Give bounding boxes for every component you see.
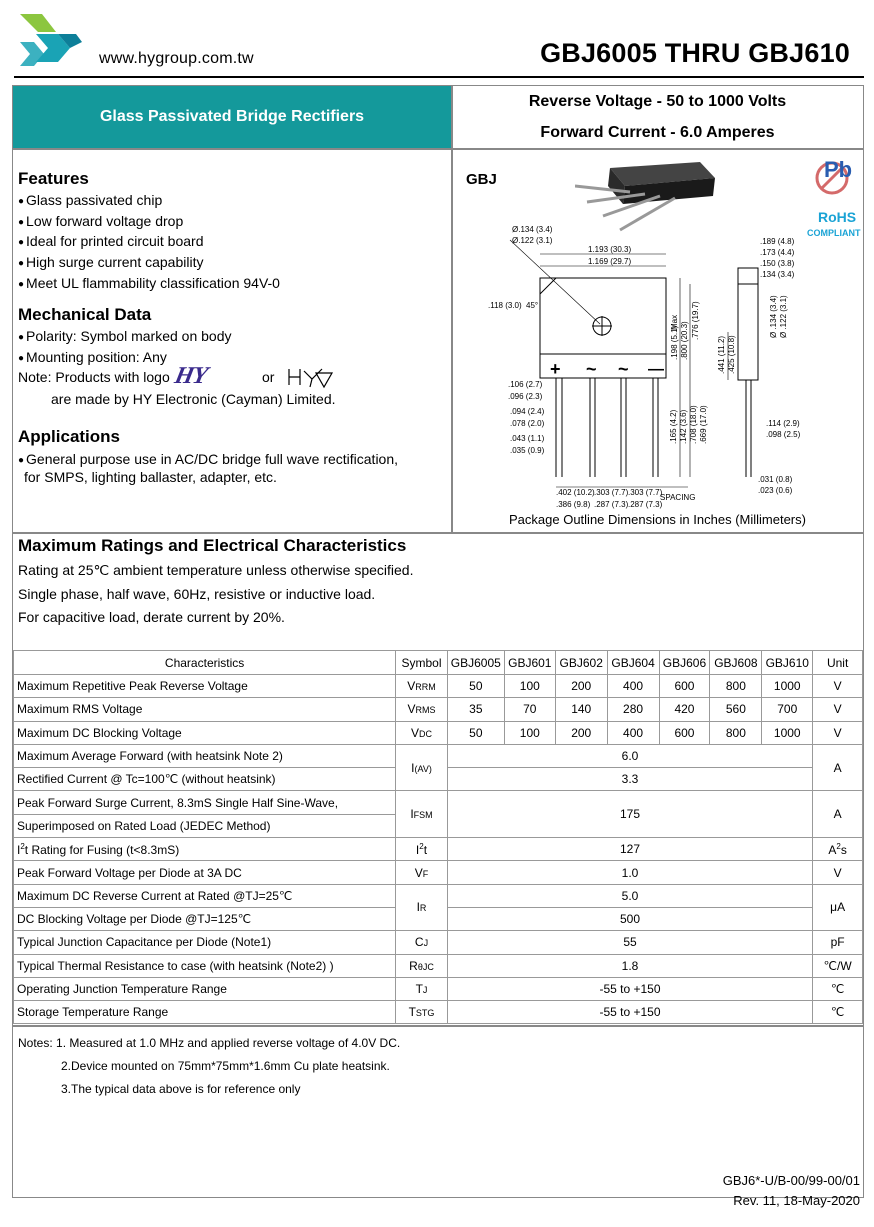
char-name: Peak Forward Voltage per Diode at 3A DC (14, 861, 396, 884)
dim-label: .150 (3.8) (760, 259, 795, 268)
header-cell: GBJ606 (659, 651, 710, 675)
header-cell: GBJ608 (710, 651, 762, 675)
value-cell: 55 (447, 931, 812, 954)
unit-cell: A (813, 744, 863, 791)
logo-note-prefix: Note: Products with logo (18, 369, 170, 385)
dim-label: .386 (9.8) (556, 500, 591, 509)
value-cell: 700 (762, 698, 813, 721)
ratings-heading: Maximum Ratings and Electrical Characteristics (18, 536, 407, 555)
char-name: Maximum Repetitive Peak Reverse Voltage (14, 675, 396, 698)
package-outline-drawing (470, 222, 860, 514)
section-divider (13, 532, 863, 534)
dim-label: .098 (2.5) (766, 430, 801, 439)
header-cell: GBJ610 (762, 651, 813, 675)
dim-label: .114 (2.9) (766, 419, 800, 428)
symbol-cell: VF (396, 861, 448, 884)
dim-label: .669 (17.0) (699, 405, 708, 444)
dim-label: .189 (4.8) (760, 237, 795, 246)
value-cell: 3.3 (447, 768, 812, 791)
symbol-cell: VRMS (396, 698, 448, 721)
package-name: GBJ (466, 171, 497, 188)
list-item: ● Polarity: Symbol marked on body (18, 327, 231, 348)
value-cell: 1.0 (447, 861, 812, 884)
table-row (14, 744, 863, 767)
header-cell: GBJ604 (607, 651, 659, 675)
value-cell: 400 (607, 675, 659, 698)
table-header-row (14, 651, 863, 675)
value-cell: 200 (555, 721, 607, 744)
ratings-line: For capacitive load, derate current by 20%. (18, 609, 285, 625)
char-name: Storage Temperature Range (14, 1001, 396, 1024)
table-row (14, 884, 863, 907)
header-cell: Unit (813, 651, 863, 675)
list-item: ● General purpose use in AC/DC bridge full wave rectification, (18, 450, 398, 471)
dim-label: .425 (10.8) (727, 335, 736, 374)
value-cell: 1000 (762, 721, 813, 744)
forward-current: Forward Current - 6.0 Amperes (540, 124, 775, 141)
applications-text-cont: for SMPS, lighting ballaster, adapter, etc. (24, 469, 277, 485)
table-row (14, 861, 863, 884)
unit-cell: V (813, 698, 863, 721)
list-item: ● Meet UL flammability classification 94V-0 (18, 274, 280, 295)
symbol-cell: RθJC (396, 954, 448, 977)
logo-note-or: or (262, 369, 275, 385)
applications-text (18, 450, 398, 471)
char-name: Superimposed on Rated Load (JEDEC Method) (14, 814, 396, 837)
note-item: 2.Device mounted on 75mm*75mm*1.6mm Cu plate heatsink. (61, 1059, 390, 1073)
unit-cell: V (813, 721, 863, 744)
header-rule (14, 76, 864, 78)
package-caption: Package Outline Dimensions in Inches (Millimeters) (509, 512, 806, 527)
dim-label: .031 (0.8) (758, 475, 793, 484)
unit-cell: μA (813, 884, 863, 931)
unit-cell: pF (813, 931, 863, 954)
dim-label: .303 (7.7) (594, 488, 629, 497)
symbol-cell: TJ (396, 977, 448, 1000)
dim-label: Max (670, 314, 679, 330)
symbol-cell: $I^2t$ (396, 838, 448, 861)
unit-cell: ℃ (813, 977, 863, 1000)
header-cell: Characteristics (14, 651, 396, 675)
dim-label: .043 (1.1) (510, 434, 545, 443)
unit-cell: ℃/W (813, 954, 863, 977)
logo-note-suffix: are made by HY Electronic (Cayman) Limited. (51, 391, 336, 407)
dim-label: SPACING (660, 493, 696, 502)
unit-cell: $A^2s$ (813, 838, 863, 861)
revision: Rev. 11, 18-May-2020 (733, 1193, 860, 1208)
website-url: www.hygroup.com.tw (99, 50, 254, 67)
symbol-cell: CJ (396, 931, 448, 954)
dim-label: .165 (4.2) (669, 409, 678, 444)
rohs-label: RoHS (818, 209, 857, 225)
table-row (14, 721, 863, 744)
unit-cell: A (813, 791, 863, 838)
char-name: Maximum DC Blocking Voltage (14, 721, 396, 744)
dim-label: .096 (2.3) (508, 392, 543, 401)
ratings-line: Rating at 25℃ ambient temperature unless otherwise specified. (18, 562, 414, 578)
notes (18, 1032, 400, 1101)
char-name: Operating Junction Temperature Range (14, 977, 396, 1000)
header-cell: GBJ601 (504, 651, 555, 675)
value-cell: 800 (710, 721, 762, 744)
table-row (14, 838, 863, 861)
table-row (14, 954, 863, 977)
note-item: Notes: 1. Measured at 1.0 MHz and applied reverse voltage of 4.0V DC. (18, 1036, 401, 1050)
product-type-banner: Glass Passivated Bridge Rectifiers (13, 86, 451, 148)
table-row (14, 977, 863, 1000)
ratings-line: Single phase, half wave, 60Hz, resistive or inductive load. (18, 586, 376, 602)
dim-label: .287 (7.3) (594, 500, 629, 509)
dim-label: .441 (11.2) (717, 335, 726, 374)
value-cell: 70 (504, 698, 555, 721)
ratings-banner (452, 86, 863, 148)
dim-label: .402 (10.2) (556, 488, 595, 497)
table-row (14, 698, 863, 721)
list-item: ● Mounting position: Any (18, 348, 231, 369)
value-cell: 6.0 (447, 744, 812, 767)
pb-label: Pb (824, 157, 853, 182)
value-cell: 100 (504, 721, 555, 744)
dim-label: .142 (3.6) (679, 409, 688, 444)
features-heading: Features (18, 169, 89, 188)
value-cell: 800 (710, 675, 762, 698)
value-cell: 600 (659, 721, 710, 744)
header-cell: GBJ602 (555, 651, 607, 675)
value-cell: 50 (447, 675, 504, 698)
char-name: Typical Junction Capacitance per Diode (Note1) (14, 931, 396, 954)
dim-label: .287 (7.3) (628, 500, 663, 509)
value-cell: 280 (607, 698, 659, 721)
value-cell: 400 (607, 721, 659, 744)
dim-label: .106 (2.7) (508, 380, 543, 389)
ac-symbol: ~ (586, 359, 597, 379)
value-cell: 175 (447, 791, 812, 838)
mechanical-heading: Mechanical Data (18, 305, 152, 324)
value-cell: 5.0 (447, 884, 812, 907)
rohs-compliant: COMPLIANT (807, 228, 861, 238)
dim-label: 45° (526, 301, 539, 310)
ac-symbol: ~ (618, 359, 629, 379)
char-name: Rectified Current @ Tc=100℃ (without heatsink) (14, 768, 396, 791)
dim-label: Ø.122 (3.1) (512, 236, 553, 245)
char-name: Typical Thermal Resistance to case (with heatsink (Note2) ) (14, 954, 396, 977)
doc-number: GBJ6*-U/B-00/99-00/01 (722, 1173, 860, 1188)
dim-label: .023 (0.6) (758, 486, 793, 495)
symbol-cell: IFSM (396, 791, 448, 838)
list-item: ● Glass passivated chip (18, 191, 280, 212)
dim-label: .708 (18.0) (689, 405, 698, 444)
section-divider (13, 1025, 863, 1027)
value-cell: 1000 (762, 675, 813, 698)
char-name: DC Blocking Voltage per Diode @TJ=125℃ (14, 907, 396, 930)
minus-symbol: — (648, 361, 664, 378)
value-cell: 1.8 (447, 954, 812, 977)
column-divider (451, 86, 453, 533)
value-cell: 560 (710, 698, 762, 721)
unit-cell: V (813, 675, 863, 698)
list-item: ● High surge current capability (18, 253, 280, 274)
value-cell: -55 to +150 (447, 1001, 812, 1024)
symbol-cell: TSTG (396, 1001, 448, 1024)
value-cell: 140 (555, 698, 607, 721)
symbol-cell: IR (396, 884, 448, 931)
dim-label: .776 (19.7) (691, 301, 700, 340)
dim-label: .303 (7.7) (628, 488, 663, 497)
note-item: 3.The typical data above is for reference only (61, 1082, 301, 1096)
reverse-voltage: Reverse Voltage - 50 to 1000 Volts (528, 93, 787, 110)
symbol-cell: I(AV) (396, 744, 448, 791)
applications-heading: Applications (18, 427, 121, 446)
features-list (18, 191, 280, 295)
value-cell: 127 (447, 838, 812, 861)
header-cell: GBJ6005 (447, 651, 504, 675)
pb-free-icon (810, 156, 860, 196)
value-cell: 100 (504, 675, 555, 698)
value-cell: 420 (659, 698, 710, 721)
value-cell: 35 (447, 698, 504, 721)
company-logo (18, 12, 82, 70)
dim-label: Ø .134 (3.4) (769, 295, 778, 338)
symbol-cell: VDC (396, 721, 448, 744)
table-row (14, 675, 863, 698)
table-row (14, 1001, 863, 1024)
dim-label: .035 (0.9) (510, 446, 545, 455)
dim-label: .078 (2.0) (510, 419, 545, 428)
dim-label: Ø .122 (3.1) (779, 295, 788, 338)
list-item: ● Low forward voltage drop (18, 212, 280, 233)
char-name: Maximum Average Forward (with heatsink Note 2) (14, 744, 396, 767)
dim-label: 1.169 (29.7) (588, 257, 632, 266)
char-name: $I^2t$ Rating for Fusing (t<8.3mS) (14, 838, 396, 861)
symbol-cell: VRRM (396, 675, 448, 698)
unit-cell: V (813, 861, 863, 884)
dim-label: .173 (4.4) (760, 248, 795, 257)
value-cell: 500 (447, 907, 812, 930)
table-row (14, 931, 863, 954)
list-item: ● Ideal for printed circuit board (18, 232, 280, 253)
char-name: Maximum DC Reverse Current at Rated @TJ=25℃ (14, 884, 396, 907)
table-row (14, 791, 863, 814)
char-name: Maximum RMS Voltage (14, 698, 396, 721)
dim-label: .198 (5.1) (670, 325, 679, 360)
page-title: GBJ6005 THRU GBJ610 (540, 38, 850, 68)
value-cell: -55 to +150 (447, 977, 812, 1000)
unit-cell: ℃ (813, 1001, 863, 1024)
dim-label: .118 (3.0) (488, 301, 522, 310)
section-divider (13, 148, 863, 150)
characteristics-table (13, 650, 863, 1024)
plus-symbol: + (550, 359, 561, 379)
header-cell: Symbol (396, 651, 448, 675)
value-cell: 600 (659, 675, 710, 698)
dim-label: .134 (3.4) (760, 270, 795, 279)
hy-logo-text: HY (172, 363, 210, 389)
dim-label: 1.193 (30.3) (588, 245, 632, 254)
value-cell: 200 (555, 675, 607, 698)
char-name: Peak Forward Surge Current, 8.3mS Single Half Sine-Wave, (14, 791, 396, 814)
dim-label: Ø.134 (3.4) (512, 225, 553, 234)
dim-label: .800 (20.3) (680, 321, 689, 360)
value-cell: 50 (447, 721, 504, 744)
dim-label: .094 (2.4) (510, 407, 545, 416)
hy-outline-logo (286, 365, 336, 391)
